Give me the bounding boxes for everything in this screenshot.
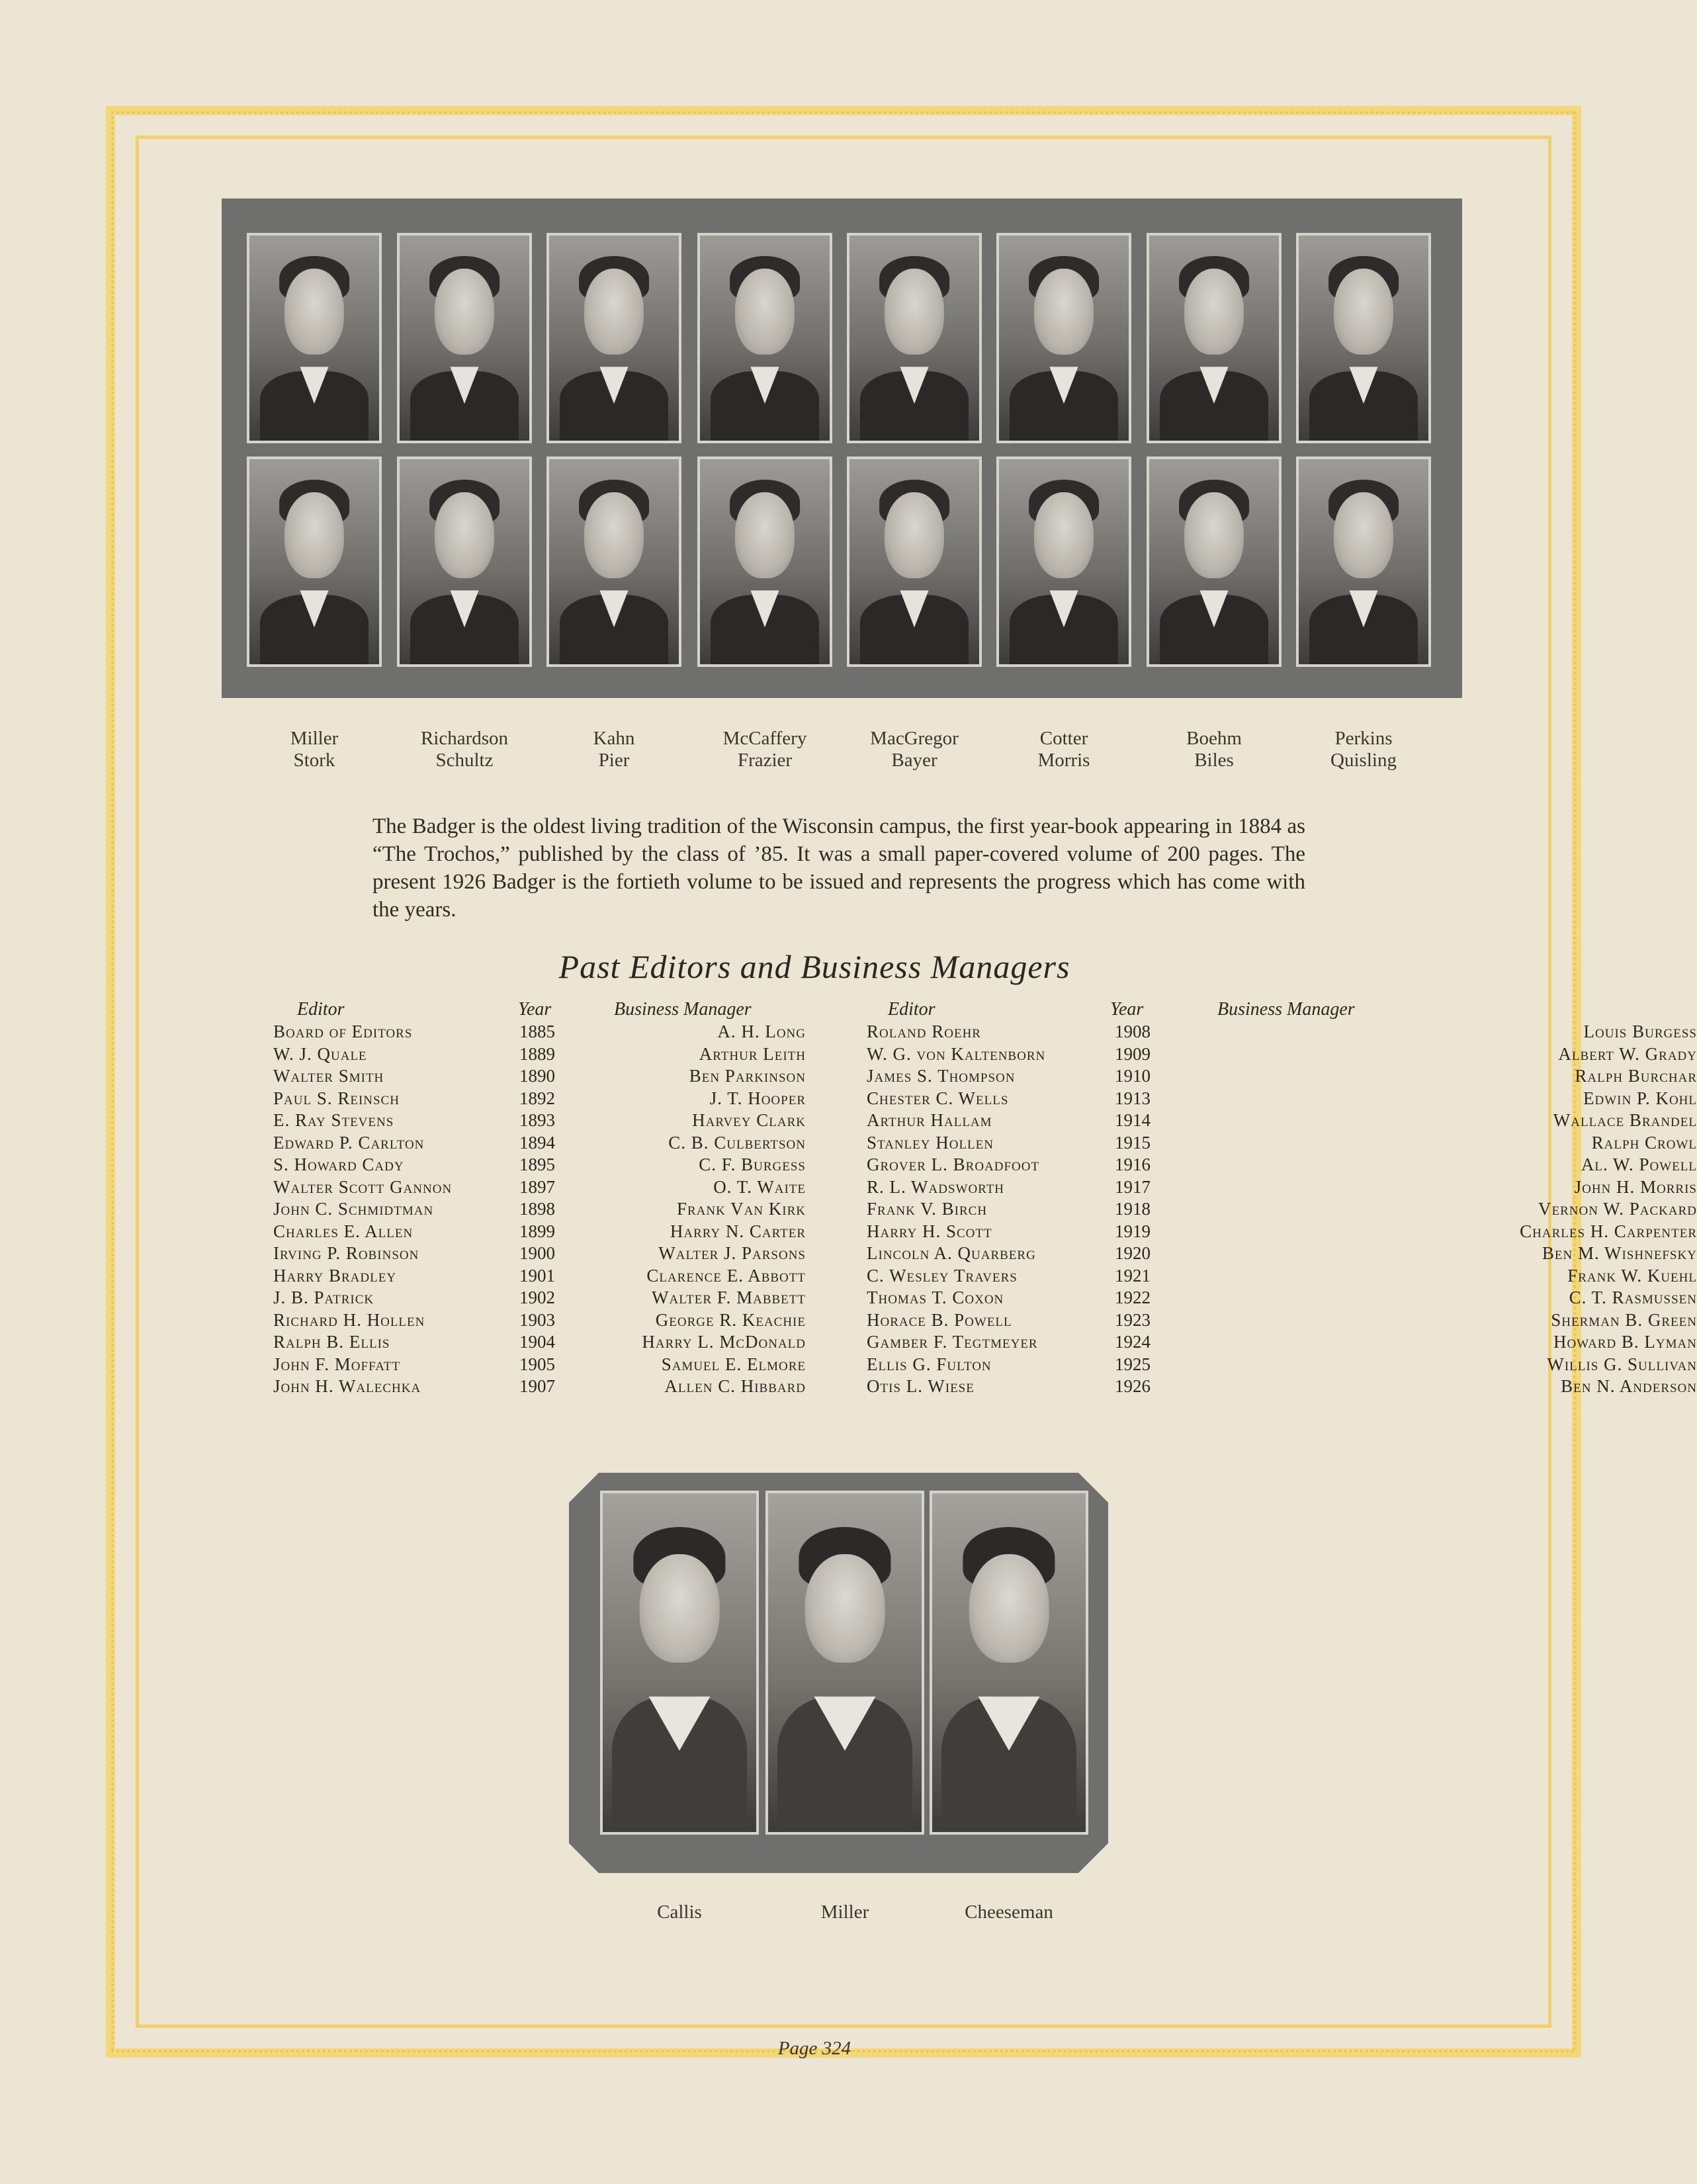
year: 1917 [1115, 1176, 1151, 1197]
portrait-photo [996, 233, 1131, 443]
portrait-photo [1296, 233, 1431, 443]
officer-name: Miller [820, 1901, 869, 1923]
year: 1922 [1115, 1288, 1151, 1307]
editor-name: C. Wesley Travers [867, 1265, 1018, 1286]
year: 1905 [519, 1354, 555, 1374]
business-manager: Al. W. Powell [1581, 1155, 1697, 1174]
portrait-photo [247, 233, 382, 443]
year: 1925 [1115, 1354, 1151, 1374]
editor-column-header: Editor [888, 999, 936, 1020]
editor-name: J. B. Patrick [273, 1288, 374, 1307]
business-manager: John H. Morris [1574, 1176, 1697, 1197]
year: 1924 [1115, 1332, 1151, 1352]
top-row-name: Richardson [420, 728, 509, 749]
year: 1885 [519, 1022, 555, 1041]
business-manager: Harry N. Carter [670, 1221, 806, 1241]
editor-name: Stanley Hollen [867, 1132, 994, 1153]
editor-row [867, 1132, 1697, 1155]
editor-row [273, 1221, 809, 1243]
portrait-photo [1147, 233, 1282, 443]
business-manager: C. T. Rasmussen [1569, 1288, 1697, 1307]
portrait-name-pair [998, 728, 1130, 771]
business-manager: Allen C. Hibbard [664, 1376, 806, 1396]
editor-name: W. J. Quale [273, 1043, 367, 1064]
portrait-name-pair [548, 728, 680, 771]
top-row-name: Kahn [593, 728, 635, 749]
editor-row [867, 1221, 1697, 1243]
year: 1903 [519, 1309, 555, 1330]
editor-row [867, 1309, 1697, 1332]
business-manager: J. T. Hooper [709, 1088, 806, 1108]
business-manager: Howard B. Lyman [1553, 1332, 1697, 1352]
business-manager: Walter F. Mabbett [652, 1288, 806, 1307]
top-row-name: Perkins [1334, 728, 1393, 749]
editor-name: Ellis G. Fulton [867, 1354, 992, 1374]
editor-name: Ralph B. Ellis [273, 1332, 390, 1352]
officer-portrait-photo [600, 1491, 759, 1835]
editor-name: Charles E. Allen [273, 1221, 413, 1241]
bottom-row-name: Morris [1037, 750, 1090, 771]
editor-name: Roland Roehr [867, 1022, 981, 1041]
year: 1902 [519, 1288, 555, 1307]
business-manager: C. F. Burgess [699, 1155, 806, 1174]
year: 1915 [1115, 1132, 1151, 1153]
portrait-photo [1147, 457, 1282, 667]
editor-name: Grover L. Broadfoot [867, 1155, 1040, 1174]
editor-row [867, 1088, 1697, 1110]
editor-row [867, 1110, 1697, 1132]
bottom-row-name: Biles [1194, 750, 1234, 771]
editor-name: S. Howard Cady [273, 1155, 404, 1174]
year: 1921 [1115, 1265, 1151, 1286]
editor-name: Paul S. Reinsch [273, 1088, 400, 1108]
year: 1926 [1115, 1376, 1151, 1396]
business-manager: Ben Parkinson [689, 1066, 806, 1086]
portrait-photo [546, 233, 681, 443]
year: 1894 [519, 1132, 555, 1153]
portrait-name-pair [398, 728, 531, 771]
editor-name: W. G. von Kaltenborn [867, 1043, 1046, 1064]
editor-name: Walter Scott Gannon [273, 1176, 453, 1197]
editor-name: Frank V. Birch [867, 1199, 988, 1219]
business-manager: Wallace Brandel [1553, 1110, 1697, 1130]
bottom-row-name: Schultz [435, 750, 494, 771]
portrait-name-pair [248, 728, 380, 771]
business-manager: Walter J. Parsons [658, 1243, 806, 1263]
editor-row [273, 1066, 809, 1088]
intro-paragraph: The Badger is the oldest living tradition of the Wisconsin campus, the first year-book appearing in 1884 as “The Trochos,” published by the class of ’85. It was a small paper-covered volume of 200 pages. The present 1926 Badger is the fortieth volume to be issued and represents the progress which has come with the years. [372, 814, 1305, 922]
business-manager: Louis Burgess [1583, 1022, 1697, 1041]
top-row-name: McCaffery [722, 728, 807, 749]
year: 1919 [1115, 1221, 1151, 1241]
editor-row [867, 1376, 1697, 1398]
year: 1920 [1115, 1243, 1151, 1263]
portrait-name-pair [848, 728, 980, 771]
editor-name: Horace B. Powell [867, 1309, 1012, 1330]
business-manager: Arthur Leith [699, 1043, 806, 1064]
officer-name: Cheeseman [965, 1901, 1053, 1923]
editor-row [867, 1243, 1697, 1265]
editor-row [273, 1177, 809, 1199]
editor-row [867, 1176, 1697, 1199]
business-manager: Samuel E. Elmore [661, 1354, 806, 1374]
year: 1900 [519, 1243, 555, 1263]
year: 1897 [519, 1176, 555, 1197]
portrait-photo [397, 457, 532, 667]
top-row-name: Miller [290, 728, 339, 749]
officer-portrait-photo [930, 1491, 1088, 1835]
page-number: Page 324 [777, 2038, 851, 2059]
year: 1898 [519, 1199, 555, 1219]
business-manager: Sherman B. Green [1551, 1309, 1697, 1330]
editor-row [867, 1265, 1697, 1288]
business-manager: Ralph Crowl [1591, 1132, 1697, 1153]
editor-row [273, 1266, 809, 1288]
editor-name: E. Ray Stevens [273, 1110, 394, 1130]
editor-row [273, 1155, 809, 1176]
manager-column-header: Business Manager [614, 999, 752, 1020]
business-manager: Frank W. Kuehl [1567, 1265, 1697, 1286]
business-manager: Harry L. McDonald [642, 1332, 806, 1352]
year: 1895 [519, 1155, 555, 1174]
past-editors-heading: Past Editors and Business Managers [558, 948, 1070, 985]
business-manager: C. B. Culbertson [668, 1132, 806, 1153]
editor-name: Board of Editors [273, 1022, 413, 1041]
portrait-photo [847, 457, 982, 667]
editor-row [867, 1155, 1697, 1176]
editor-row [273, 1243, 809, 1265]
portrait-name-pair [1297, 728, 1430, 771]
year: 1899 [519, 1221, 555, 1241]
editor-name: John C. Schmidtman [273, 1199, 434, 1219]
editor-name: John H. Walechka [273, 1376, 421, 1396]
editor-name: Edward P. Carlton [273, 1132, 425, 1153]
top-row-name: MacGregor [870, 728, 959, 749]
editor-row [273, 1332, 809, 1354]
year: 1892 [519, 1088, 555, 1108]
year: 1904 [519, 1332, 555, 1352]
year: 1909 [1115, 1043, 1151, 1064]
business-manager: Ralph Burchar [1575, 1066, 1697, 1086]
year: 1923 [1115, 1309, 1151, 1330]
business-manager: Willis G. Sullivan [1547, 1354, 1697, 1374]
bottom-row-name: Stork [293, 750, 335, 771]
business-manager: Frank Van Kirk [676, 1199, 806, 1219]
editor-row [273, 1199, 809, 1221]
editor-column-header: Editor [297, 999, 345, 1020]
portrait-photo [397, 233, 532, 443]
portrait-photo [996, 457, 1131, 667]
business-manager: Albert W. Grady [1558, 1043, 1697, 1064]
bottom-row-name: Bayer [891, 750, 937, 771]
editor-name: Chester C. Wells [867, 1088, 1009, 1108]
year: 1916 [1115, 1155, 1151, 1174]
editor-row [867, 1066, 1697, 1088]
editor-name: R. L. Wadsworth [867, 1176, 1005, 1197]
year: 1910 [1115, 1066, 1151, 1086]
editor-row [867, 1022, 1697, 1043]
business-manager: O. T. Waite [713, 1176, 806, 1197]
portrait-photo [546, 457, 681, 667]
year: 1913 [1115, 1088, 1151, 1108]
editor-row [273, 1133, 809, 1155]
portrait-name-pair [699, 728, 831, 771]
editor-row [867, 1288, 1697, 1309]
editor-name: Walter Smith [273, 1066, 384, 1086]
portrait-photo [697, 457, 832, 667]
year: 1889 [519, 1043, 555, 1064]
editor-name: James S. Thompson [867, 1066, 1016, 1086]
business-manager: A. H. Long [717, 1022, 806, 1041]
manager-column-header: Business Manager [1217, 999, 1355, 1020]
editor-row [273, 1310, 809, 1332]
editor-name: Lincoln A. Quarberg [867, 1243, 1036, 1263]
editor-name: Gamber F. Tegtmeyer [867, 1332, 1038, 1352]
year: 1908 [1115, 1022, 1151, 1041]
year: 1890 [519, 1066, 555, 1086]
editor-name: Harry H. Scott [867, 1221, 992, 1241]
year-column-header: Year [518, 999, 552, 1020]
business-manager: George R. Keachie [655, 1309, 806, 1330]
year: 1907 [519, 1376, 555, 1396]
editor-row [867, 1354, 1697, 1376]
editor-row [273, 1044, 809, 1066]
editor-row [273, 1022, 809, 1043]
business-manager: Clarence E. Abbott [646, 1265, 806, 1286]
editor-name: Irving P. Robinson [273, 1243, 419, 1263]
editor-name: John F. Moffatt [273, 1354, 401, 1374]
portrait-name-pair [1148, 728, 1280, 771]
officer-portrait-photo [765, 1491, 924, 1835]
business-manager: Charles H. Carpenter [1520, 1221, 1697, 1241]
editor-row [867, 1043, 1697, 1066]
bottom-row-name: Frazier [737, 750, 793, 771]
year: 1893 [519, 1110, 555, 1130]
year-column-header: Year [1110, 999, 1144, 1020]
editor-row [273, 1354, 809, 1376]
business-manager: Harvey Clark [692, 1110, 806, 1130]
business-manager: Vernon W. Packard [1538, 1199, 1697, 1219]
officer-name: Callis [657, 1901, 702, 1923]
business-manager: Edwin P. Kohl [1583, 1088, 1697, 1108]
editor-name: Thomas T. Coxon [867, 1288, 1004, 1307]
business-manager: Ben M. Wishnefsky [1542, 1243, 1697, 1263]
editor-row [273, 1288, 809, 1309]
editor-row [273, 1110, 809, 1132]
editor-name: Harry Bradley [273, 1265, 397, 1286]
editor-row [273, 1376, 809, 1398]
editor-row [273, 1088, 809, 1110]
editor-row [867, 1199, 1697, 1221]
editor-name: Arthur Hallam [867, 1110, 992, 1130]
year: 1918 [1115, 1199, 1151, 1219]
year: 1914 [1115, 1110, 1151, 1130]
bottom-row-name: Quisling [1330, 750, 1397, 771]
portrait-photo [847, 233, 982, 443]
top-row-name: Cotter [1039, 728, 1088, 749]
editor-name: Otis L. Wiese [867, 1376, 975, 1396]
portrait-photo [1296, 457, 1431, 667]
business-manager: Ben N. Anderson [1561, 1376, 1697, 1396]
editor-name: Richard H. Hollen [273, 1309, 425, 1330]
editor-row [867, 1332, 1697, 1354]
portrait-photo [697, 233, 832, 443]
year: 1901 [519, 1265, 555, 1286]
bottom-row-name: Pier [598, 750, 630, 771]
top-row-name: Boehm [1186, 728, 1242, 749]
portrait-photo [247, 457, 382, 667]
